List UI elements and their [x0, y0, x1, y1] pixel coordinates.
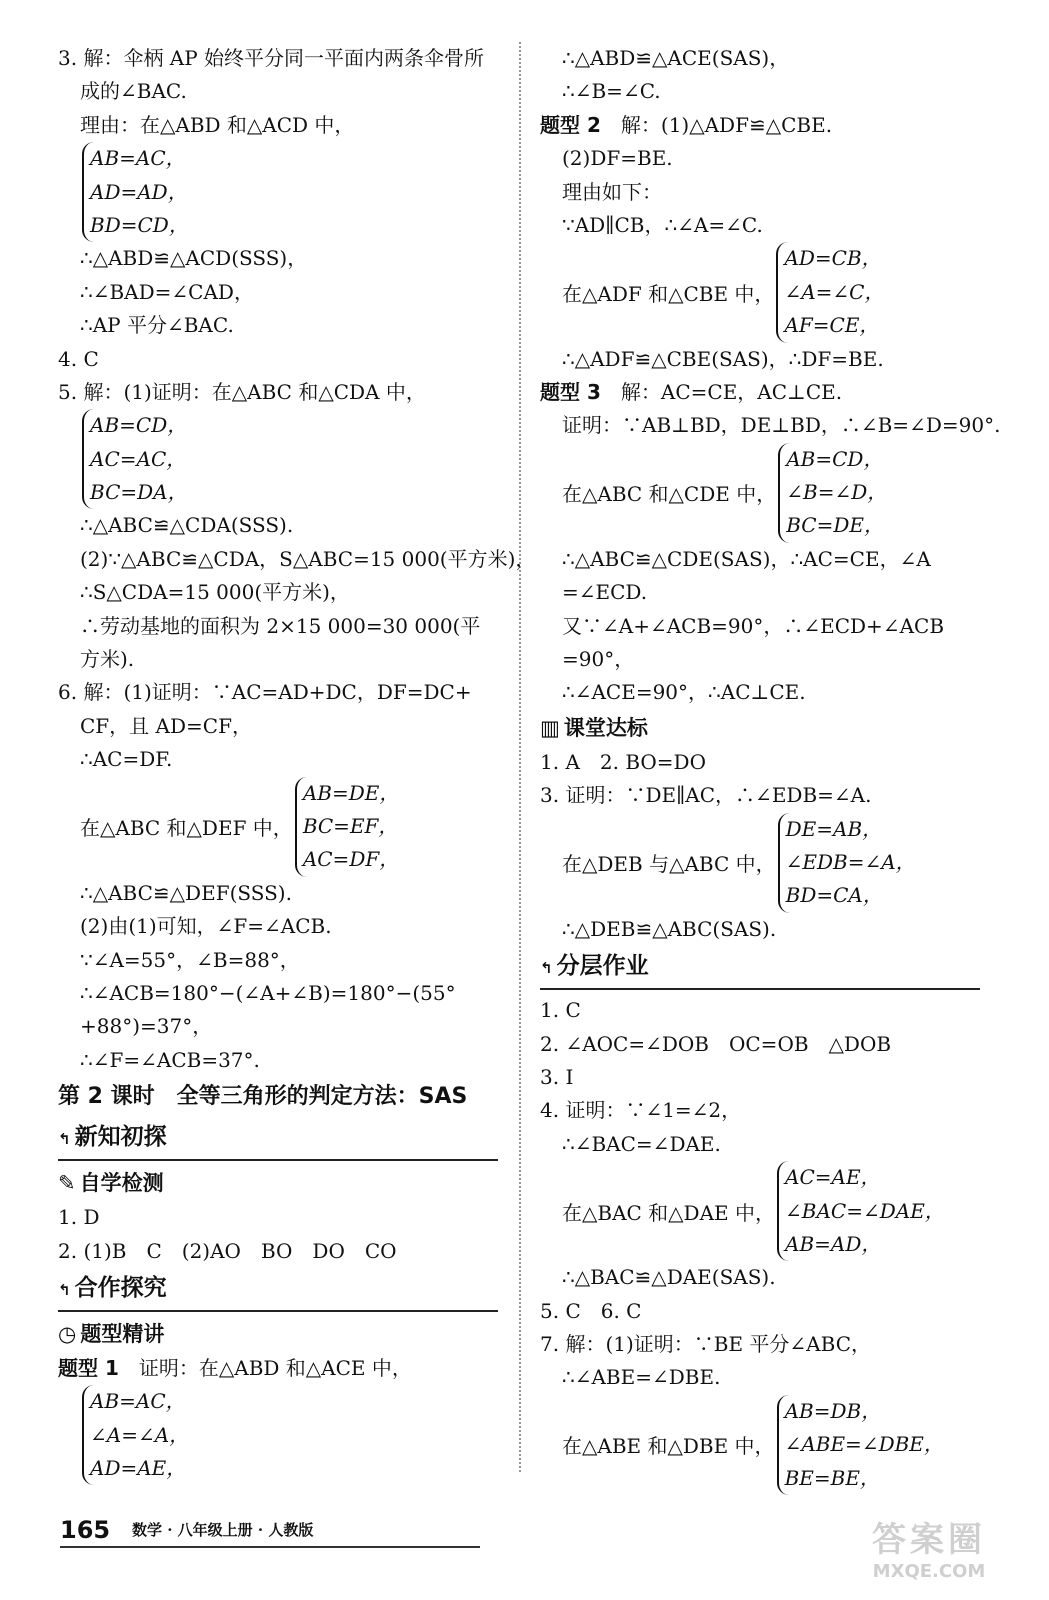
class-check-3-line2: ∴△DEB≌△ABC(SAS).	[562, 916, 777, 941]
section-marker-icon: ↰	[58, 1280, 71, 1299]
self-check-2: 2. (1)B C (2)AO BO DO CO	[58, 1238, 397, 1263]
system-intro: 在△ABC 和△CDE 中，	[562, 482, 777, 507]
subheading-label: 自学检测	[79, 1171, 164, 1196]
homework-4-line2: ∴∠BAC=∠DAE.	[562, 1131, 721, 1156]
type-2-line3: 理由如下：	[562, 179, 662, 204]
answer-5-line1: 5. 解：(1)证明：在△ABC 和△CDA 中，	[58, 379, 426, 404]
section-marker-icon: ↰	[58, 1130, 71, 1149]
equation: BD=CA，	[785, 883, 883, 908]
answer-3-line2: 成的∠BAC.	[80, 79, 187, 104]
section-heading-hezuo	[58, 1268, 498, 1312]
section-label: 新知初探	[74, 1124, 167, 1151]
type-1-concl-2: ∴∠B=∠C.	[562, 79, 661, 104]
page-footer	[60, 1500, 480, 1548]
equation: ∠EDB=∠A，	[785, 849, 916, 874]
equation: BD=CD，	[90, 212, 189, 237]
watermark-title: 答案圈	[872, 1520, 986, 1560]
brace	[776, 242, 884, 342]
equation: AD=AE，	[90, 1456, 187, 1481]
equation-system	[540, 813, 980, 913]
equation: BC=DA，	[90, 480, 188, 505]
equation: BC=DE，	[786, 513, 884, 538]
brace	[777, 1395, 944, 1495]
class-check-1: 1. A 2. BO=DO	[540, 749, 706, 774]
answer-6-line3: ∴AC=DF.	[80, 747, 173, 772]
type-3-line7: ∴∠ACE=90°，∴AC⊥CE.	[562, 680, 806, 705]
equation-system	[540, 1161, 980, 1261]
section-heading-xinzhi	[58, 1117, 498, 1161]
equation: ∠A=∠C，	[784, 279, 885, 304]
system-intro: 在△ADF 和△CBE 中，	[562, 281, 775, 306]
pencil-icon: ✎	[58, 1171, 76, 1196]
homework-7-line2: ∴∠ABE=∠DBE.	[562, 1365, 721, 1390]
homework-7-line1: 7. 解：(1)证明：∵BE 平分∠ABC，	[540, 1332, 871, 1357]
equation: AD=AD，	[90, 179, 188, 204]
book-icon: ▥	[540, 715, 560, 740]
type-label: 题型 3	[540, 379, 601, 404]
equation: AB=DE，	[302, 780, 400, 805]
section-label: 合作探究	[74, 1274, 167, 1301]
equation: BC=EF，	[302, 813, 399, 838]
answer-6-line7: ∴∠ACB=180°−(∠A+∠B)=180°−(55°	[80, 980, 456, 1005]
equation: ∠BAC=∠DAE，	[785, 1198, 945, 1223]
subheading-zixue	[58, 1165, 498, 1201]
answer-6-line5: (2)由(1)可知，∠F=∠ACB.	[80, 914, 332, 939]
section-heading-fenceng	[540, 946, 980, 990]
left-column	[58, 42, 536, 1485]
equation: AF=CE，	[784, 313, 880, 338]
book-title: 数学 · 八年级上册 · 人教版	[132, 1521, 314, 1539]
type-3-line3: ∴△ABC≌△CDE(SAS)，∴AC=CE，∠A	[562, 546, 931, 571]
page-number: 165	[60, 1516, 111, 1544]
equation: AB=AC，	[90, 1389, 186, 1414]
answer-5-line3: (2)∵△ABC≌△CDA，S△ABC=15 000(平方米)，	[80, 546, 536, 571]
homework-5-6: 5. C 6. C	[540, 1298, 642, 1323]
answer-4: 4. C	[58, 346, 99, 371]
brace	[295, 777, 400, 877]
equation: AD=CB，	[784, 246, 882, 271]
type-2-line5: ∴△ADF≌△CBE(SAS)，∴DF=BE.	[562, 346, 884, 371]
answer-3-line3: 理由：在△ABD 和△ACD 中，	[80, 112, 355, 137]
equation: AC=AC，	[90, 446, 187, 471]
brace	[82, 142, 189, 242]
equation-system	[540, 242, 980, 342]
system-intro: 在△ABC 和△DEF 中，	[80, 816, 293, 841]
brace	[82, 1385, 189, 1485]
equation-system	[58, 1385, 498, 1485]
equation: AB=CD，	[90, 413, 188, 438]
answer-6-line8: +88°)=37°，	[80, 1014, 213, 1039]
type-3-line4: =∠ECD.	[562, 580, 648, 605]
equation-system	[540, 1395, 980, 1495]
answer-5-line2: ∴△ABC≌△CDA(SSS).	[80, 513, 294, 538]
type-2-line1	[540, 109, 980, 142]
lesson-title: 第 2 课时 全等三角形的判定方法：SAS	[58, 1084, 468, 1110]
brace	[82, 409, 188, 509]
system-intro: 在△BAC 和△DAE 中，	[562, 1200, 775, 1225]
section-marker-icon: ↰	[540, 959, 553, 978]
type-3-line6: =90°，	[562, 647, 635, 672]
equation-system	[58, 409, 498, 509]
right-column	[540, 42, 1001, 1495]
equation: ∠ABE=∠DBE，	[784, 1432, 944, 1457]
homework-2: 2. ∠AOC=∠DOB OC=OB △DOB	[540, 1031, 892, 1056]
answer-6-line9: ∴∠F=∠ACB=37°.	[80, 1047, 260, 1072]
equation-system	[540, 443, 980, 543]
type-2-line4: ∵AD∥CB，∴∠A=∠C.	[562, 212, 763, 237]
equation: AB=AC，	[90, 146, 186, 171]
equation: AC=DF，	[302, 847, 400, 872]
type-3-line1	[540, 376, 980, 409]
equation-system	[58, 142, 498, 242]
class-check-3-line1: 3. 证明：∵DE∥AC，∴∠EDB=∠A.	[540, 783, 872, 808]
watermark	[839, 1520, 1019, 1590]
brace	[778, 443, 887, 543]
system-intro: 在△ABE 和△DBE 中，	[562, 1434, 775, 1459]
answer-5-line4: ∴S△CDA=15 000(平方米)，	[80, 580, 350, 605]
equation-system	[58, 777, 498, 877]
type-label: 题型 1	[58, 1355, 119, 1380]
clock-icon: ◷	[58, 1321, 77, 1346]
type-3-line2: 证明：∵AB⊥BD，DE⊥BD，∴∠B=∠D=90°.	[562, 413, 1001, 438]
type-label: 题型 2	[540, 112, 601, 137]
answer-5-line5: ∴劳动基地的面积为 2×15 000=30 000(平	[80, 613, 481, 638]
system-intro: 在△DEB 与△ABC 中，	[562, 852, 776, 877]
equation: BE=BE，	[784, 1465, 880, 1490]
subheading-tixing	[58, 1316, 498, 1352]
homework-4-line1: 4. 证明：∵∠1=∠2，	[540, 1098, 742, 1123]
brace	[777, 1161, 945, 1261]
equation: ∠B=∠D，	[786, 480, 888, 505]
type-1-concl-1: ∴△ABD≌△ACE(SAS)，	[562, 46, 790, 70]
subheading-label: 课堂达标	[563, 715, 648, 740]
type-2-text: 解：(1)△ADF≌△CBE.	[620, 112, 833, 137]
answer-3-line6: ∴AP 平分∠BAC.	[80, 313, 234, 338]
watermark-url: MXQE.COM	[872, 1561, 986, 1582]
subheading-label: 题型精讲	[80, 1321, 165, 1346]
type-3-text: 解：AC=CE，AC⊥CE.	[620, 379, 843, 404]
equation: AC=AE，	[785, 1165, 881, 1190]
type-1-text: 证明：在△ABD 和△ACE 中，	[138, 1355, 412, 1380]
type-1-line1	[58, 1352, 498, 1385]
answer-6-line4: ∴△ABC≌△DEF(SSS).	[80, 880, 292, 905]
answer-6-line2: CF，且 AD=CF，	[80, 713, 252, 738]
brace	[778, 813, 916, 913]
answer-6-line6: ∵∠A=55°，∠B=88°，	[80, 947, 300, 972]
type-3-line5: 又∵∠A+∠ACB=90°，∴∠ECD+∠ACB	[562, 613, 945, 638]
homework-4-line3: ∴△BAC≌△DAE(SAS).	[562, 1265, 776, 1290]
subheading-ketang	[540, 710, 980, 746]
answer-6-line1: 6. 解：(1)证明：∵AC=AD+DC，DF=DC+	[58, 680, 472, 705]
answer-3-line5: ∴∠BAD=∠CAD，	[80, 279, 254, 304]
equation: AB=AD，	[785, 1231, 882, 1256]
self-check-1: 1. D	[58, 1205, 100, 1230]
homework-3: 3. Ⅰ	[540, 1064, 574, 1089]
section-label: 分层作业	[556, 953, 649, 980]
homework-1: 1. C	[540, 998, 581, 1023]
equation: DE=AB，	[785, 816, 883, 841]
column-divider	[519, 42, 521, 1472]
answer-5-line6: 方米).	[80, 647, 135, 672]
equation: ∠A=∠A，	[90, 1422, 190, 1447]
type-2-line2: (2)DF=BE.	[562, 146, 673, 171]
equation: AB=CD，	[786, 446, 884, 471]
answer-3-line1: 3. 解：伞柄 AP 始终平分同一平面内两条伞骨所	[58, 46, 485, 70]
equation: AB=DB，	[784, 1398, 882, 1423]
answer-3-line4: ∴△ABD≌△ACD(SSS)，	[80, 246, 308, 271]
